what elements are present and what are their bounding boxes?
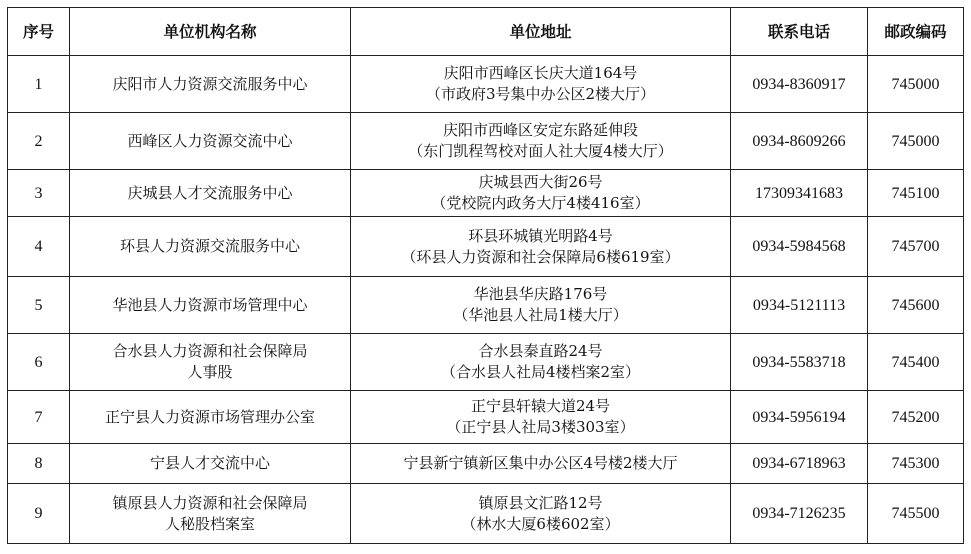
row-name-line: 正宁县人力资源市场管理办公室 xyxy=(104,407,315,426)
row-name xyxy=(70,170,351,217)
row-address-line: 镇原县文汇路12号 xyxy=(478,493,603,512)
row-name-line: 宁县人才交流中心 xyxy=(149,454,270,472)
row-address xyxy=(351,277,731,334)
row-name-line: 合水县人力资源和社会保障局 xyxy=(112,342,308,360)
row-address-line: 宁县新宁镇新区集中办公区4号楼2楼大厅 xyxy=(403,454,678,472)
row-index: 3 xyxy=(8,170,70,217)
row-postcode: 745000 xyxy=(868,113,964,170)
row-postcode: 745000 xyxy=(868,56,964,113)
row-name xyxy=(70,277,351,334)
row-address-line: 环县环城镇光明路4号 xyxy=(468,226,613,245)
row-address-line: （林水大厦6楼602室） xyxy=(461,514,620,533)
table-row xyxy=(8,444,964,484)
row-address xyxy=(351,484,731,544)
row-name-line: 环县人力资源交流服务中心 xyxy=(119,237,300,255)
row-address-line: （华池县人社局1楼大厅） xyxy=(453,306,628,324)
table-row xyxy=(8,217,964,277)
header-row xyxy=(8,8,964,56)
header-index: 序号 xyxy=(8,8,70,56)
header-name: 单位机构名称 xyxy=(70,8,351,56)
row-phone: 0934-6718963 xyxy=(731,444,868,484)
row-address-line: （合水县人社局4楼档案2室） xyxy=(440,363,641,381)
row-address-line: 庆阳市西峰区长庆大道164号 xyxy=(443,64,638,82)
row-name xyxy=(70,56,351,113)
row-name-line: 华池县人力资源市场管理中心 xyxy=(112,295,308,314)
row-name-line: 庆阳市人力资源交流服务中心 xyxy=(112,74,308,93)
row-name-line: 西峰区人力资源交流中心 xyxy=(127,131,293,150)
table-row xyxy=(8,277,964,334)
header-postcode: 邮政编码 xyxy=(868,8,964,56)
row-index: 9 xyxy=(8,484,70,544)
row-index: 6 xyxy=(8,334,70,391)
row-address-line: 华池县华庆路176号 xyxy=(473,285,608,303)
row-address xyxy=(351,113,731,170)
row-postcode: 745400 xyxy=(868,334,964,391)
row-address xyxy=(351,170,731,217)
row-address-line: （市政府3号集中办公区2楼大厅） xyxy=(425,85,656,103)
row-name-line: 人秘股档案室 xyxy=(164,514,255,533)
row-postcode: 745100 xyxy=(868,170,964,217)
row-name xyxy=(70,444,351,484)
row-postcode: 745500 xyxy=(868,484,964,544)
row-address xyxy=(351,334,731,391)
row-name xyxy=(70,217,351,277)
row-phone: 0934-5121113 xyxy=(731,277,868,334)
row-phone: 0934-7126235 xyxy=(731,484,868,544)
table-row xyxy=(8,484,964,544)
row-address-line: 庆城县西大街26号 xyxy=(478,173,603,191)
table-row xyxy=(8,391,964,444)
row-name xyxy=(70,484,351,544)
row-phone: 0934-5984568 xyxy=(731,217,868,277)
row-address xyxy=(351,444,731,484)
row-postcode: 745300 xyxy=(868,444,964,484)
row-phone: 0934-5956194 xyxy=(731,391,868,444)
row-phone: 0934-8360917 xyxy=(731,56,868,113)
contact-table xyxy=(7,7,964,544)
row-address xyxy=(351,56,731,113)
row-name xyxy=(70,334,351,391)
row-address-line: 庆阳市西峰区安定东路延伸段 xyxy=(442,121,638,139)
row-phone: 0934-5583718 xyxy=(731,334,868,391)
header-phone: 联系电话 xyxy=(731,8,868,56)
table-row xyxy=(8,113,964,170)
row-postcode: 745200 xyxy=(868,391,964,444)
row-postcode: 745600 xyxy=(868,277,964,334)
row-name-line: 人事股 xyxy=(187,363,233,381)
row-address-line: 正宁县轩辕大道24号 xyxy=(470,397,611,415)
row-phone: 0934-8609266 xyxy=(731,113,868,170)
row-name xyxy=(70,391,351,444)
table-row xyxy=(8,170,964,217)
row-phone: 17309341683 xyxy=(731,170,868,217)
row-address-line: （东门凯程驾校对面人社大厦4楼大厅） xyxy=(408,142,673,160)
row-index: 8 xyxy=(8,444,70,484)
row-address-line: （党校院内政务大厅4楼416室） xyxy=(431,194,650,212)
row-address xyxy=(351,217,731,277)
row-address-line: （正宁县人社局3楼303室） xyxy=(446,418,635,436)
header-address: 单位地址 xyxy=(351,8,731,56)
row-address-line: （环县人力资源和社会保障局6楼619室） xyxy=(401,247,680,266)
row-index: 5 xyxy=(8,277,70,334)
row-address xyxy=(351,391,731,444)
row-index: 7 xyxy=(8,391,70,444)
table-row xyxy=(8,334,964,391)
row-postcode: 745700 xyxy=(868,217,964,277)
row-name-line: 镇原县人力资源和社会保障局 xyxy=(112,493,308,512)
row-index: 1 xyxy=(8,56,70,113)
row-address-line: 合水县秦直路24号 xyxy=(478,342,603,360)
row-name-line: 庆城县人才交流服务中心 xyxy=(127,183,293,202)
row-index: 4 xyxy=(8,217,70,277)
row-name xyxy=(70,113,351,170)
table-row xyxy=(8,56,964,113)
row-index: 2 xyxy=(8,113,70,170)
contact-table-container xyxy=(7,7,964,544)
